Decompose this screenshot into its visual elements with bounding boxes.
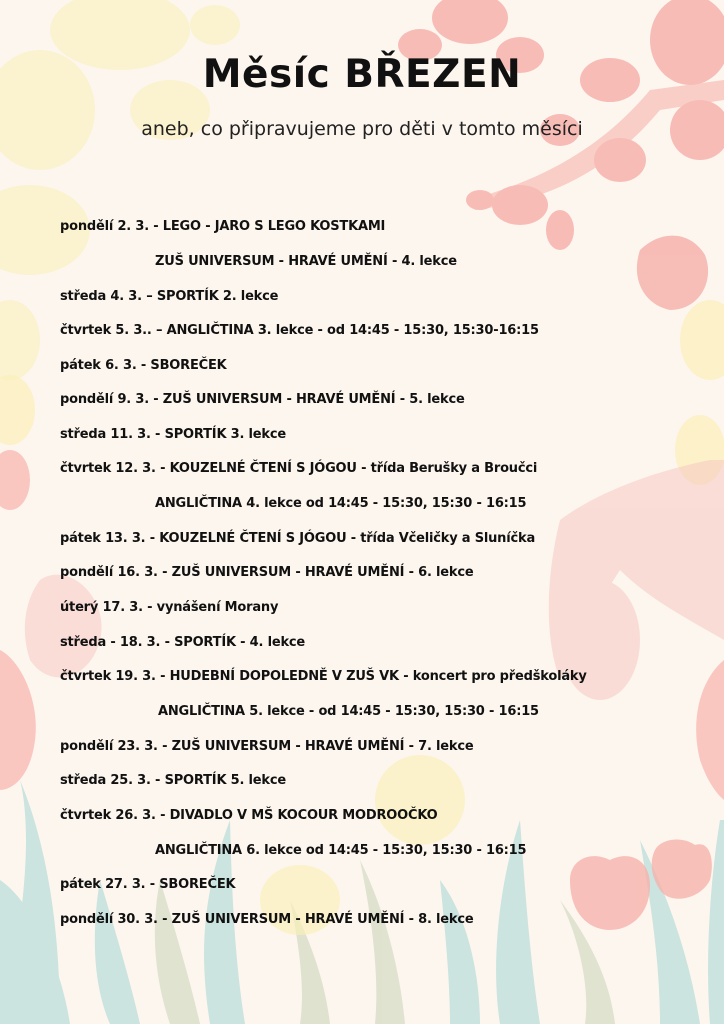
schedule-item: ZUŠ UNIVERSUM - HRAVÉ UMĚNÍ - 4. lekce xyxy=(155,254,457,269)
page-subtitle: aneb, co připravujeme pro děti v tomto měsíci xyxy=(141,118,583,140)
schedule-item: středa 25. 3. - SPORTÍK 5. lekce xyxy=(60,773,286,788)
schedule-item: ANGLIČTINA 4. lekce od 14:45 - 15:30, 15:30 - 16:15 xyxy=(155,496,527,511)
schedule-item: čtvrtek 12. 3. - KOUZELNÉ ČTENÍ S JÓGOU - třída Berušky a Broučci xyxy=(60,461,538,476)
schedule-item: ANGLIČTINA 6. lekce od 14:45 - 15:30, 15:30 - 16:15 xyxy=(155,843,527,858)
schedule-item: úterý 17. 3. - vynášení Morany xyxy=(60,600,279,615)
schedule-item: pátek 6. 3. - SBOREČEK xyxy=(60,358,227,373)
schedule-item: pondělí 23. 3. - ZUŠ UNIVERSUM - HRAVÉ UMĚNÍ - 7. lekce xyxy=(60,739,474,754)
schedule-item: pátek 13. 3. - KOUZELNÉ ČTENÍ S JÓGOU - třída Včeličky a Sluníčka xyxy=(60,531,536,546)
schedule-item: čtvrtek 19. 3. - HUDEBNÍ DOPOLEDNĚ V ZUŠ VK - koncert pro předškoláky xyxy=(60,669,587,684)
schedule-item: čtvrtek 5. 3.. – ANGLIČTINA 3. lekce - od 14:45 - 15:30, 15:30-16:15 xyxy=(60,323,539,338)
schedule-item: středa - 18. 3. - SPORTÍK - 4. lekce xyxy=(60,635,306,650)
schedule-item: pondělí 16. 3. - ZUŠ UNIVERSUM - HRAVÉ UMĚNÍ - 6. lekce xyxy=(60,565,474,580)
schedule-item: pátek 27. 3. - SBOREČEK xyxy=(60,877,236,892)
page-title: Měsíc BŘEZEN xyxy=(202,52,522,97)
schedule-item: středa 4. 3. – SPORTÍK 2. lekce xyxy=(60,289,279,304)
schedule-item: středa 11. 3. - SPORTÍK 3. lekce xyxy=(60,427,286,442)
schedule-item: čtvrtek 26. 3. - DIVADLO V MŠ KOCOUR MODROOČKO xyxy=(60,808,438,823)
schedule-item: pondělí 30. 3. - ZUŠ UNIVERSUM - HRAVÉ UMĚNÍ - 8. lekce xyxy=(60,912,474,927)
schedule-item: pondělí 2. 3. - LEGO - JARO S LEGO KOSTKAMI xyxy=(60,219,386,234)
schedule-item: ANGLIČTINA 5. lekce - od 14:45 - 15:30, 15:30 - 16:15 xyxy=(158,704,539,719)
schedule-item: pondělí 9. 3. - ZUŠ UNIVERSUM - HRAVÉ UMĚNÍ - 5. lekce xyxy=(60,392,465,407)
